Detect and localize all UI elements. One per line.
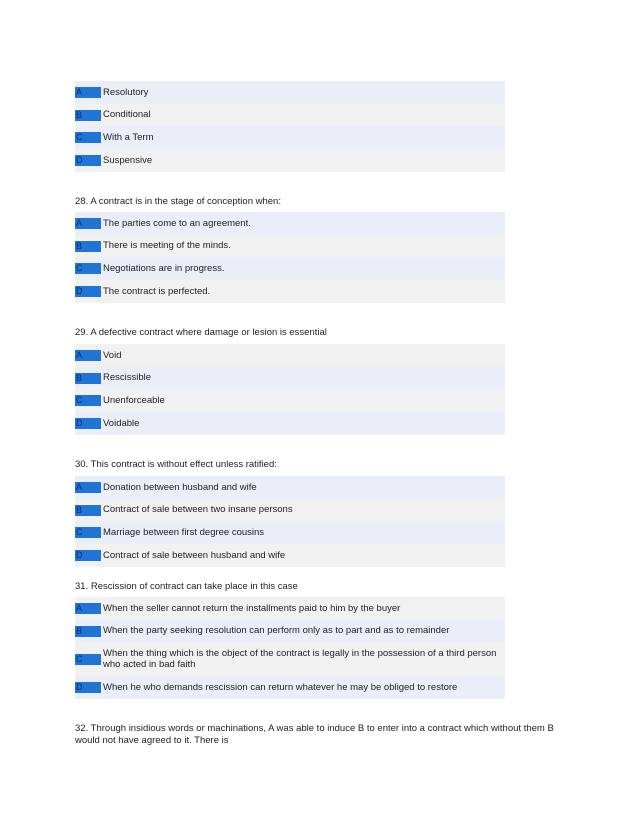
q29-option-d[interactable] (75, 412, 505, 435)
option-text: Voidable (103, 417, 140, 429)
option-letter: A (75, 87, 101, 98)
q30-options (75, 476, 505, 567)
q31-options (75, 597, 505, 699)
q27-option-d[interactable] (75, 149, 505, 172)
q27-option-c[interactable] (75, 126, 505, 149)
q30-option-d[interactable] (75, 544, 505, 567)
option-letter: C (75, 395, 101, 406)
q30-question: 30. This contract is without effect unless ratified: (75, 459, 277, 470)
q29-option-c[interactable] (75, 389, 505, 412)
option-text: Conditional (103, 109, 151, 121)
q28-option-a[interactable] (75, 212, 505, 235)
q27-option-b[interactable] (75, 104, 505, 127)
option-letter: D (75, 418, 101, 429)
option-text: When the seller cannot return the installments paid to him by the buyer (103, 602, 401, 614)
option-letter: C (75, 654, 101, 665)
option-letter: A (75, 218, 101, 229)
q31-option-c[interactable] (75, 642, 505, 676)
option-letter: D (75, 286, 101, 297)
q31-question: 31. Rescission of contract can take place in this case (75, 581, 298, 592)
q29-option-a[interactable] (75, 344, 505, 367)
option-letter: D (75, 155, 101, 166)
option-text: Void (103, 349, 122, 361)
option-text: Donation between husband and wife (103, 481, 257, 493)
option-letter: A (75, 350, 101, 361)
option-letter: C (75, 263, 101, 274)
option-text: There is meeting of the minds. (103, 240, 231, 252)
option-letter: B (75, 626, 101, 637)
q30-option-b[interactable] (75, 499, 505, 522)
option-text: Resolutory (103, 86, 149, 98)
q31-option-d[interactable] (75, 676, 505, 699)
option-letter: B (75, 110, 101, 121)
option-text: Suspensive (103, 154, 153, 166)
q28-option-d[interactable] (75, 280, 505, 303)
q29-options (75, 344, 505, 435)
q28-option-c[interactable] (75, 257, 505, 280)
option-text: Negotiations are in progress. (103, 262, 225, 274)
option-text: The parties come to an agreement. (103, 217, 251, 229)
q29-question: 29. A defective contract where damage or lesion is essential (75, 327, 327, 338)
option-letter: D (75, 682, 101, 693)
option-letter: B (75, 241, 101, 252)
q28-question: 28. A contract is in the stage of conception when: (75, 196, 281, 207)
option-text: When the party seeking resolution can perform only as to part and as to remainder (103, 625, 450, 637)
option-text: When the thing which is the object of the contract is legally in the possession of a third person who acted in bad faith (103, 647, 497, 671)
q31-option-b[interactable] (75, 620, 505, 643)
option-text: Contract of sale between husband and wife (103, 549, 286, 561)
option-letter: A (75, 482, 101, 493)
q31-option-a[interactable] (75, 597, 505, 620)
option-letter: A (75, 603, 101, 614)
q30-option-c[interactable] (75, 521, 505, 544)
option-text: Rescissible (103, 372, 152, 384)
q28-option-b[interactable] (75, 235, 505, 258)
q29-option-b[interactable] (75, 367, 505, 390)
option-text: Unenforceable (103, 394, 165, 406)
option-text: With a Term (103, 131, 154, 143)
option-text: When he who demands rescission can return whatever he may be obliged to restore (103, 681, 458, 693)
option-letter: B (75, 373, 101, 384)
q28-options (75, 212, 505, 303)
option-text: The contract is perfected. (103, 285, 211, 297)
q32-question: 32. Through insidious words or machinations, A was able to induce B to enter into a contract which without them B would not have agreed to it. There is (75, 723, 554, 746)
option-letter: C (75, 527, 101, 538)
option-letter: B (75, 505, 101, 516)
option-text: Marriage between first degree cousins (103, 526, 265, 538)
q30-option-a[interactable] (75, 476, 505, 499)
option-letter: D (75, 550, 101, 561)
q27-options (75, 81, 505, 172)
option-text: Contract of sale between two insane persons (103, 504, 293, 516)
q27-option-a[interactable] (75, 81, 505, 104)
option-letter: C (75, 132, 101, 143)
